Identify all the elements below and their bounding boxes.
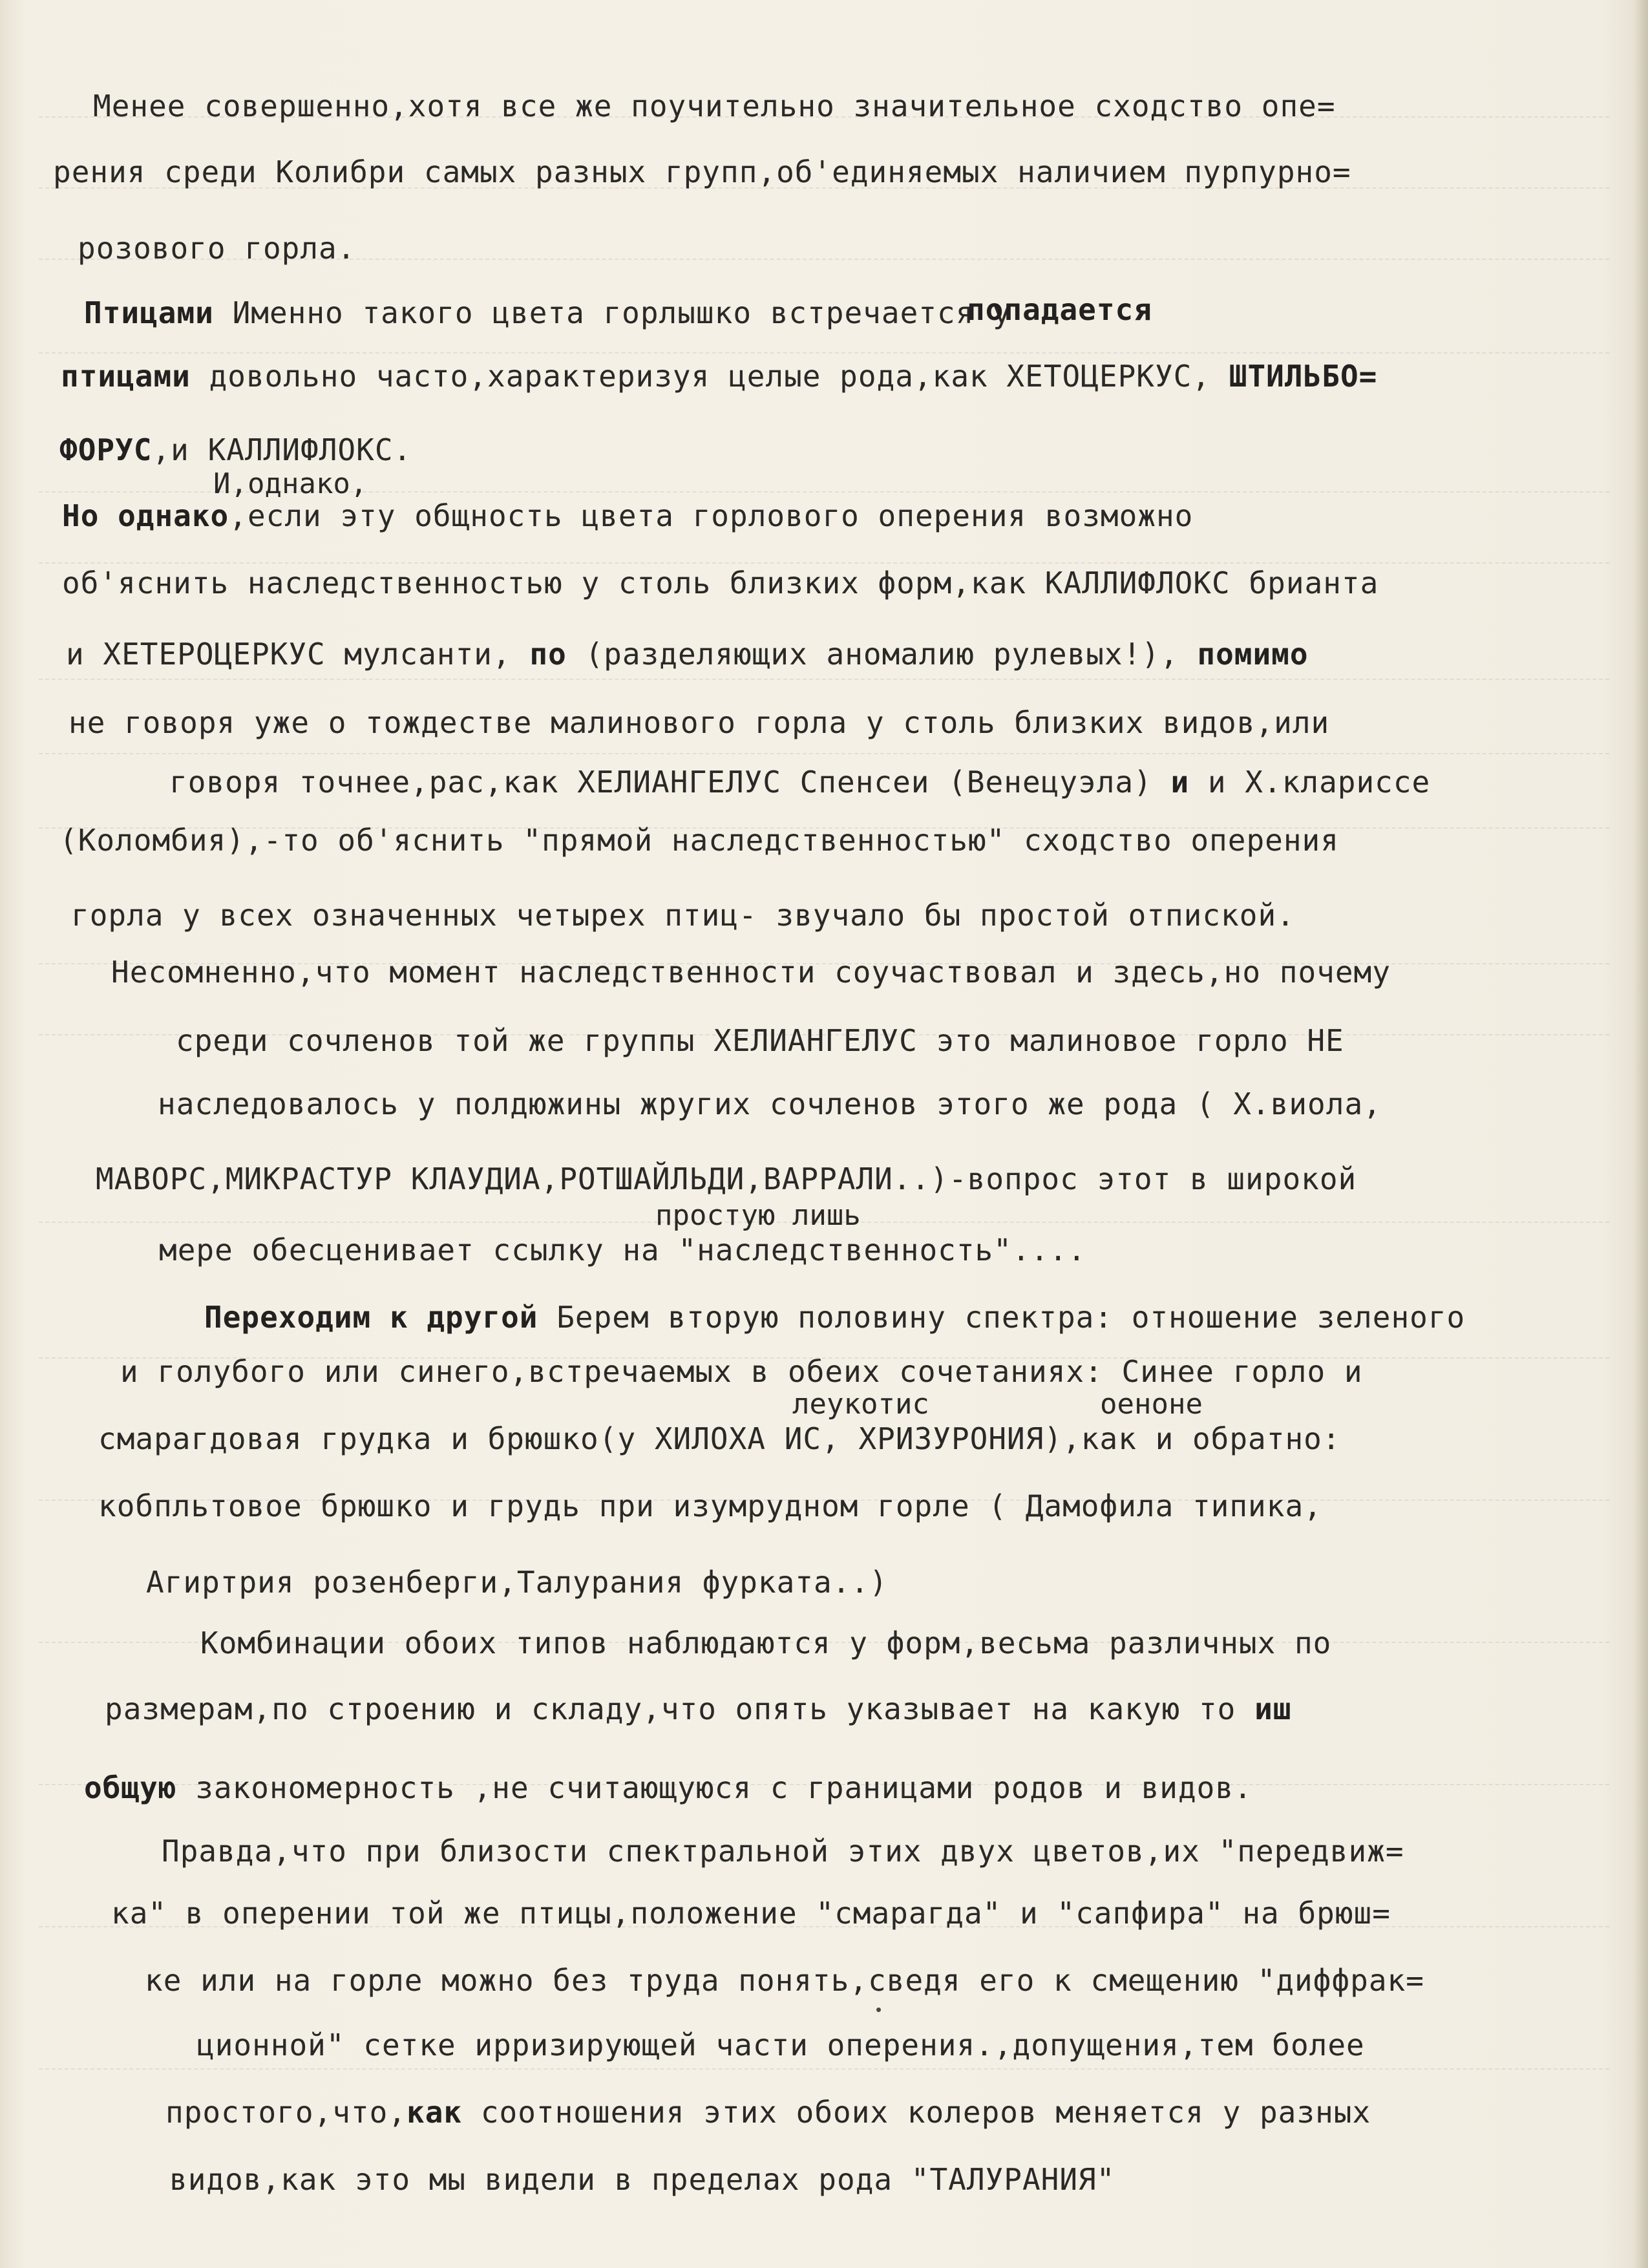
text-line: (Коломбия),-то об'яснить "прямой наследственностью" сходство оперения [59,823,1339,858]
text-line [84,295,1011,331]
overstruck-word: по [529,637,567,672]
overstruck-word: Птицами [84,295,214,330]
text-line: Комбинации обоих типов наблюдаются у форм,весьма различных по [200,1626,1332,1660]
text-line: наследовалось у полдюжины жругих сочленов этого же рода ( Х.виола, [158,1086,1382,1121]
text-line: Правда,что при близости спектральной этих двух цветов,их "передвиж= [162,1834,1404,1869]
text-line [61,358,1377,394]
text-line [204,1299,1465,1335]
handwritten-insertion: оеноне [1100,1388,1203,1421]
text-run: простого,что, [165,2095,407,2130]
text-line: Менее совершенно,хотя все же поучительно значительное сходство опе= [93,89,1336,123]
text-line [105,1691,1291,1727]
overstruck-word: помимо [1197,637,1309,672]
overstruck-word: и [1170,765,1190,800]
text-line: об'яснить наследственностью у столь близких форм,как КАЛЛИФЛОКС брианта [62,566,1379,600]
text-run: довольно часто,характеризуя целые рода,как ХЕТОЦЕРКУС, [209,359,1211,394]
overstruck-word: общую [84,1770,177,1805]
overstruck-word: птицами [61,359,191,394]
text-run: ,и КАЛЛИФЛОКС. [152,432,412,467]
text-line: мере обесценивает ссылку на "наследственность".... [159,1233,1086,1267]
text-line: МАВОРС,МИКРАСТУР КЛАУДИА,РОТШАЙЛЬДИ,ВАРРАЛИ..)-вопрос этот в широкой [96,1161,1357,1196]
text-line: кобпльтовое брюшко и грудь при изумрудном горле ( Дамофила типика, [98,1489,1322,1523]
text-line [165,2094,1371,2130]
overstruck-word: ФОРУС [59,432,153,467]
text-run: говоря точнее,рас,как ХЕЛИАНГЕЛУС Спенсеи (Венецуэла) [169,765,1152,800]
text-line [169,764,1430,800]
text-line: ционной" сетке ирризирующей части оперения.,допущения,тем более [196,2028,1365,2062]
text-run: соотношения этих обоих колеров меняется у разных [480,2095,1371,2130]
handwritten-insertion: леукотис [792,1388,929,1421]
overstruck-word: иш [1254,1691,1292,1726]
text-line: Агиртрия розенберги,Талурания фурката..) [146,1565,888,1600]
text-line: горла у всех означенных четырех птиц- звучало бы простой отпиской. [71,898,1295,933]
text-run: (разделяющих аномалию рулевых!), [585,637,1179,672]
text-line: рения среди Колибри самых разных групп,об'единяемых наличием пурпурно= [53,154,1351,189]
text-run: Именно такого цвета горлышко встречается у [232,295,1011,330]
text-run: ,если эту общность цвета горлового оперения возможно [229,498,1194,533]
text-line: и голубого или синего,встречаемых в обеих сочетаниях: Синее горло и [120,1354,1363,1389]
handwritten-insertion: И,однако, [213,467,368,500]
text-line [59,432,412,468]
overstruck-word: как [407,2095,463,2130]
text-line: розового горла. [78,231,356,266]
text-line [62,498,1193,534]
ink-dot [876,2008,881,2012]
text-line: среди сочленов той же группы ХЕЛИАНГЕЛУС это малиновое горло НЕ [176,1023,1344,1058]
text-line: видов,как это мы видели в пределах рода "ТАЛУРАНИЯ" [169,2162,1115,2197]
text-run: закономерность ,не считающуюся с границами родов и видов. [195,1770,1252,1805]
text-run: размерам,по строению и складу,что опять указывает на какую то [105,1691,1236,1726]
page-edge-shadow [1634,0,1648,2268]
text-line: смарагдовая грудка и брюшко(у ХИЛОХА ИС, ХРИЗУРОНИЯ),как и обратно: [98,1421,1341,1456]
overstruck-word: Но однако [62,498,229,533]
text-run: и ХЕТЕРОЦЕРКУС мулсанти, [66,637,511,672]
overstruck-word: ШТИЛЬБО= [1229,359,1378,394]
text-line: Несомненно,что момент наследственности соучаствовал и здесь,но почему [111,955,1391,990]
handwritten-insertion: простую лишь [655,1199,861,1232]
text-run: и Х.клариссе [1207,765,1431,800]
text-line [66,636,1309,672]
text-line: ке или на горле можно без труда понять,сведя его к смещению "диффрак= [145,1963,1424,1998]
overstruck-word: попадается [967,292,1152,327]
text-line [84,1770,1252,1806]
text-line: ка" в оперении той же птицы,положение "смарагда" и "сапфира" на брюш= [111,1896,1391,1931]
text-run: Берем вторую половину спектра: отношение зеленого [556,1300,1466,1335]
text-line: не говоря уже о тождестве малинового горла у столь близких видов,или [69,705,1330,740]
overstruck-word: Переходим к другой [204,1300,538,1335]
